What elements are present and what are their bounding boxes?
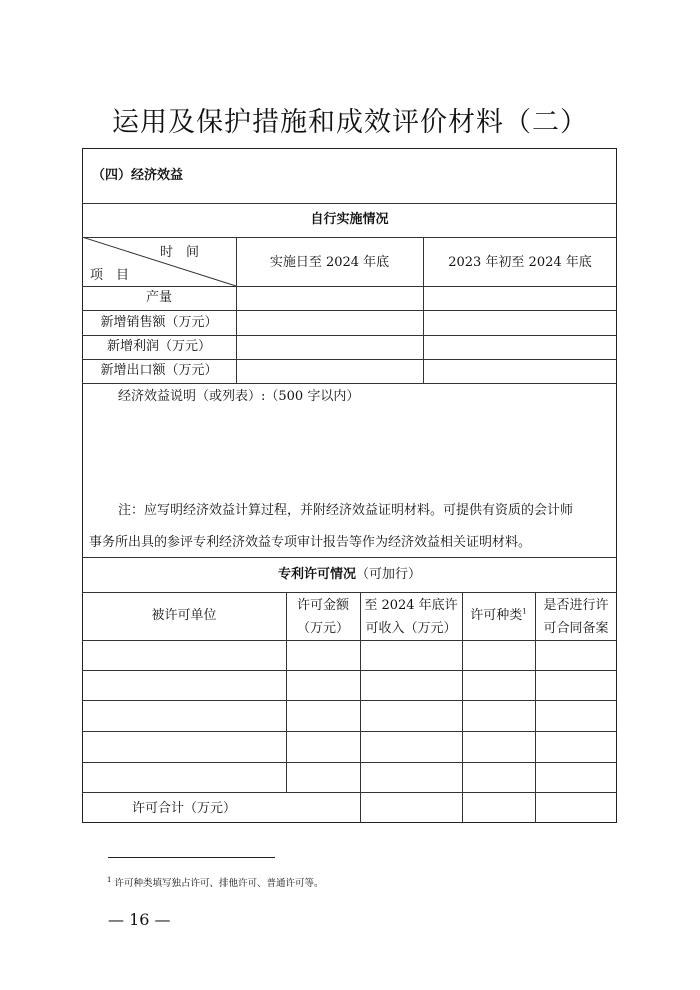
corner-label-time: 时 间 (160, 245, 200, 260)
footnote (107, 875, 324, 889)
license-heading-note: （可加行） (356, 567, 422, 582)
self-impl-heading: 自行实施情况 (310, 212, 389, 227)
license-heading-title: 专利许可情况 (277, 567, 356, 582)
row-divider (82, 383, 617, 384)
column-header-filing-line1: 是否进行许 (543, 598, 609, 613)
footnote-ref: 1 (522, 607, 527, 616)
footnote-rule (108, 857, 275, 858)
license-total-label: 许可合计（万元） (131, 801, 236, 816)
footnote-marker: 1 (107, 875, 112, 884)
row-divider (82, 592, 617, 593)
row-divider (82, 640, 617, 641)
column-header-income-line1: 至 2024 年底许 (364, 598, 458, 613)
row-divider (82, 792, 617, 793)
column-header-2023-to-2024: 2023 年初至 2024 年底 (448, 255, 592, 270)
row-divider (82, 700, 617, 701)
row-label-new-export: 新增出口额（万元） (100, 363, 218, 378)
row-divider (82, 557, 617, 558)
column-header-impl-to-2024: 实施日至 2024 年底 (269, 255, 390, 270)
license-heading (82, 566, 617, 584)
row-divider (82, 335, 617, 336)
license-type-label: 许可种类 (470, 608, 523, 623)
row-divider (82, 359, 617, 360)
row-divider (82, 310, 617, 311)
page-title: 运用及保护措施和成效评价材料（二） (112, 107, 588, 138)
column-header-income-line2: 可收入（万元） (365, 621, 457, 636)
column-header-amount-line2: （万元） (296, 621, 349, 636)
note-line-1: 注：应写明经济效益计算过程，并附经济效益证明材料。可提供有资质的会计师 (118, 503, 574, 518)
row-divider (82, 762, 617, 763)
explanation-label: 经济效益说明（或列表）:（500 字以内） (118, 389, 360, 404)
note-line-2: 事务所出具的参评专利经济效益专项审计报告等作为经济效益相关证明材料。 (89, 535, 532, 550)
row-label-new-sales: 新增销售额（万元） (100, 315, 218, 330)
row-divider (82, 670, 617, 671)
column-header-amount-line1: 许可金额 (296, 598, 349, 613)
column-header-licensee: 被许可单位 (151, 608, 217, 623)
row-divider (82, 731, 617, 732)
row-label-output: 产量 (145, 290, 172, 305)
page-number: — 16 — (108, 910, 171, 929)
column-header-license-type (462, 607, 535, 625)
footnote-text: 许可种类填写独占许可、排他许可、普通许可等。 (114, 878, 324, 889)
section-heading: （四）经济效益 (92, 168, 184, 183)
column-header-filing-line2: 可合同备案 (543, 621, 609, 636)
row-label-new-profit: 新增利润（万元） (106, 339, 211, 354)
corner-label-item: 项 目 (90, 268, 130, 283)
column-divider (462, 592, 463, 823)
row-divider (82, 203, 617, 204)
